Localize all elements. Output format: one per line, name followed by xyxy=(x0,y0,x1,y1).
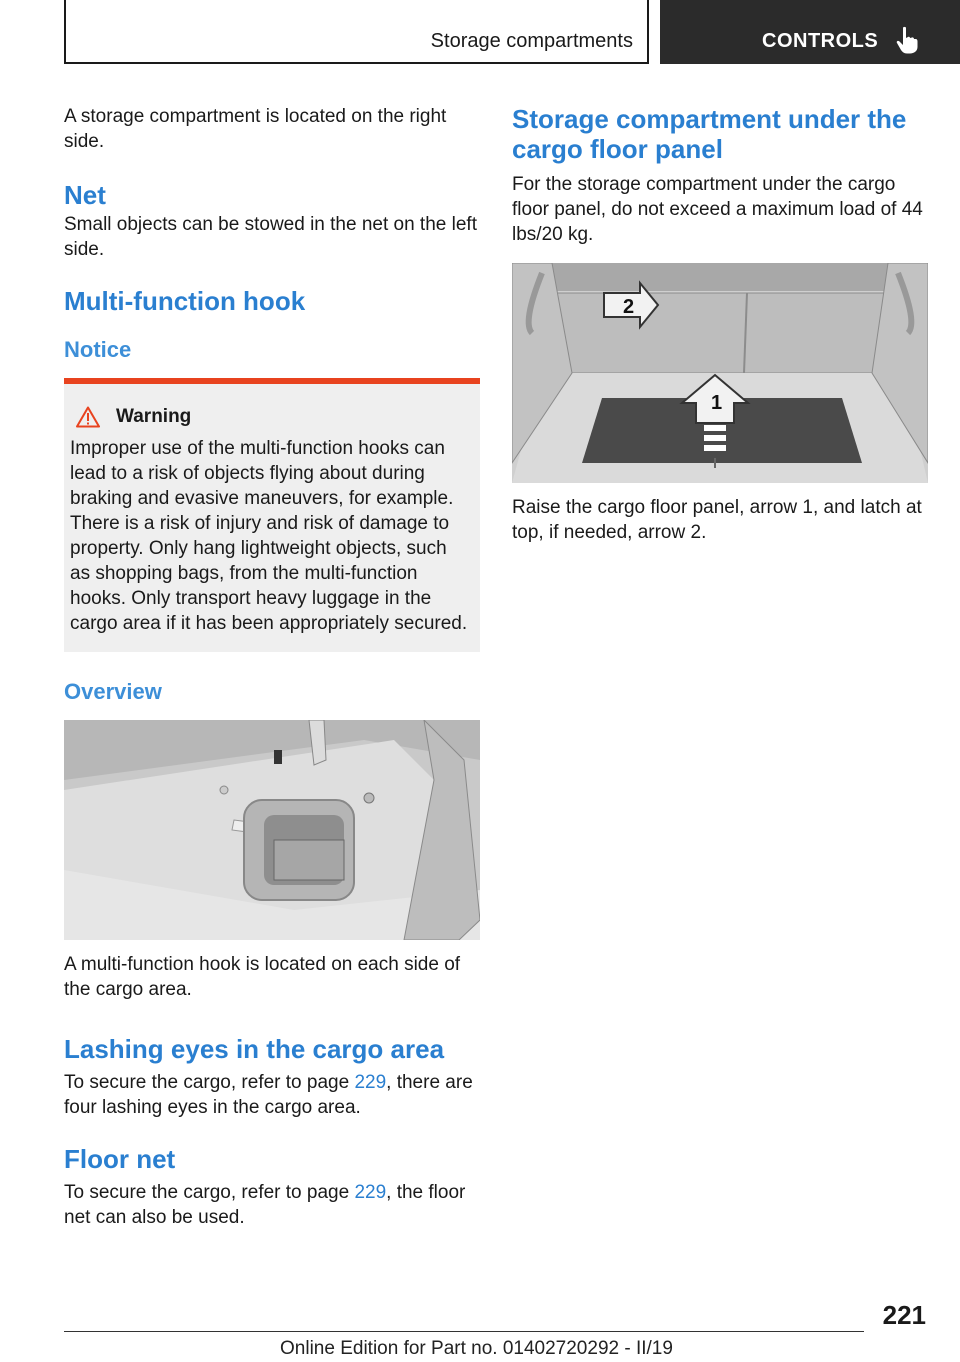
floornet-page-link[interactable]: 229 xyxy=(354,1182,387,1203)
hook-caption: A multi-function hook is located on each side of the cargo area. xyxy=(64,954,461,1000)
header-chapter-box xyxy=(660,0,960,64)
cargo-floor-text: For the storage compartment under the cargo floor panel, do not exceed a maximum load of 44 lbs/20 kg. xyxy=(512,174,923,245)
notice-heading: Notice xyxy=(64,337,132,362)
pointing-hand-icon xyxy=(896,26,918,54)
intro-text: A storage compartment is located on the right side. xyxy=(64,106,447,152)
cargo-floor-heading: Storage compartment under the cargo floor panel xyxy=(512,104,907,164)
warning-title-row xyxy=(70,406,470,428)
arrow-1-label: 1 xyxy=(711,392,723,414)
lashing-heading: Lashing eyes in the cargo area xyxy=(64,1034,445,1064)
header-section-title: Storage compartments xyxy=(430,30,633,52)
page-number: 221 xyxy=(882,1300,926,1330)
net-heading: Net xyxy=(64,180,106,210)
footer-edition: Online Edition for Part no. 01402720292 - II/19 xyxy=(280,1338,673,1359)
warning-triangle-icon xyxy=(76,406,100,428)
floornet-text: To secure the cargo, refer to page 229, the floor net can also be used. xyxy=(64,1182,466,1228)
net-text: Small objects can be stowed in the net on the left side. xyxy=(64,214,477,260)
footer-divider xyxy=(64,1331,864,1332)
cargo-floor-caption: Raise the cargo floor panel, arrow 1, and latch at top, if needed, arrow 2. xyxy=(512,497,922,543)
lashing-text: To secure the cargo, refer to page 229, there are four lashing eyes in the cargo area. xyxy=(64,1072,473,1118)
overview-heading: Overview xyxy=(64,679,162,704)
hook-overview-image xyxy=(64,720,480,940)
lashing-page-link[interactable]: 229 xyxy=(354,1072,387,1093)
header-section-box xyxy=(64,0,649,64)
warning-box xyxy=(64,378,480,652)
left-column xyxy=(64,104,480,1230)
warning-title: Warning xyxy=(116,406,192,427)
floornet-heading: Floor net xyxy=(64,1144,176,1174)
right-column xyxy=(512,104,928,545)
hook-heading: Multi-function hook xyxy=(64,286,306,316)
cargo-floor-image xyxy=(512,263,928,483)
arrow-2-label: 2 xyxy=(623,296,635,318)
warning-text: Improper use of the multi-function hooks can lead to a risk of objects flying about during braking and evasive maneuvers, for example. There is a risk of injury and risk of damage to property. Only hang lightweight objects, such as shopping bags, from the multi-function hooks. Only transport heavy luggage in the cargo area if it has been appropriately secured. xyxy=(70,438,468,634)
header-chapter-title: CONTROLS xyxy=(762,30,879,52)
